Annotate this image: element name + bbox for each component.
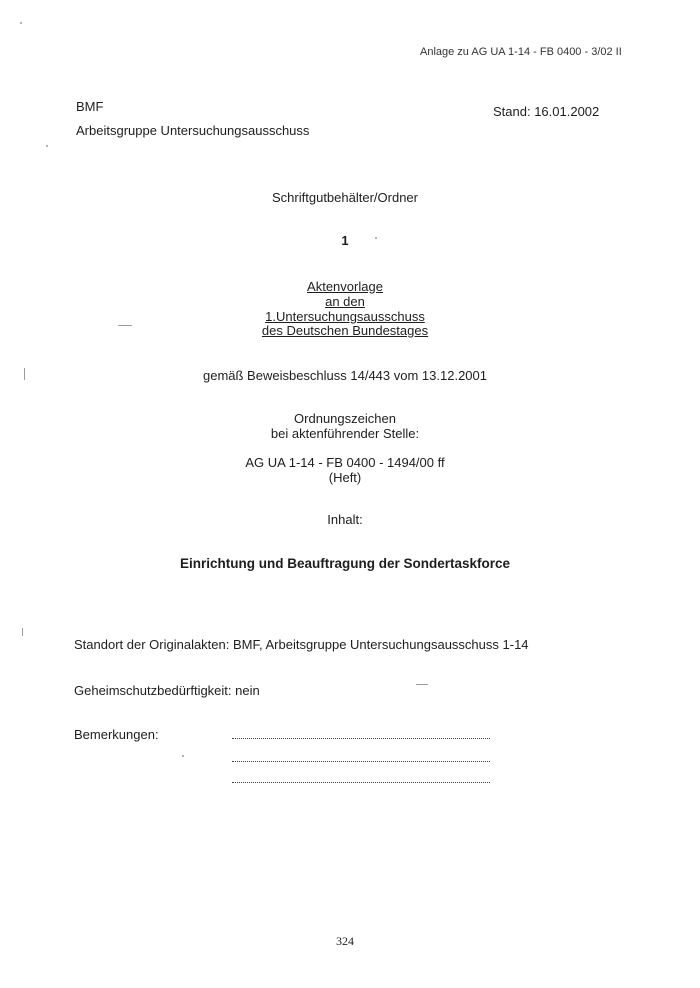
scan-speck: [375, 237, 377, 239]
file-reference-label-2: bei aktenführender Stelle:: [270, 426, 420, 441]
remarks-line-2: [232, 760, 490, 762]
content-label: Inhalt:: [327, 512, 363, 527]
original-files-location: Standort der Originalakten: BMF, Arbeitsgruppe Untersuchungsausschuss 1-14: [74, 637, 529, 652]
secrecy-status: Geheimschutzbedürftigkeit: nein: [74, 683, 260, 698]
scan-speck: [118, 325, 132, 326]
file-reference-label: Ordnungszeichen: [294, 411, 396, 426]
scan-speck: [182, 755, 184, 757]
remarks-line-1: [232, 737, 490, 739]
file-reference: AG UA 1-14 - FB 0400 - 1494/00 ff: [245, 455, 445, 470]
submission-line-1: Aktenvorlage: [307, 279, 383, 294]
submission-line-4: des Deutschen Bundestages: [261, 323, 429, 338]
scan-speck: [20, 22, 22, 24]
evidence-resolution: gemäß Beweisbeschluss 14/443 vom 13.12.2001: [202, 368, 487, 383]
file-reference-note: (Heft): [328, 470, 362, 485]
document-date: Stand: 16.01.2002: [493, 104, 600, 119]
scan-speck: [46, 145, 48, 147]
container-label: Schriftgutbehälter/Ordner: [272, 190, 418, 205]
page-number: 324: [336, 934, 354, 948]
submission-line-2: an den: [325, 294, 365, 309]
scan-speck: [24, 368, 25, 380]
volume-number: 1: [341, 233, 349, 248]
attachment-reference: Anlage zu AG UA 1-14 - FB 0400 - 3/02 II: [420, 46, 622, 58]
scan-speck: [22, 628, 23, 636]
organization-name: BMF: [76, 99, 104, 114]
remarks-label: Bemerkungen:: [74, 727, 159, 742]
content-title: Einrichtung und Beauftragung der Sondertaskforce: [179, 556, 511, 571]
scan-speck: [416, 684, 428, 685]
working-group-name: Arbeitsgruppe Untersuchungsausschuss: [76, 123, 310, 138]
remarks-line-3: [232, 781, 490, 783]
submission-line-3: 1.Untersuchungsausschuss: [265, 309, 425, 324]
